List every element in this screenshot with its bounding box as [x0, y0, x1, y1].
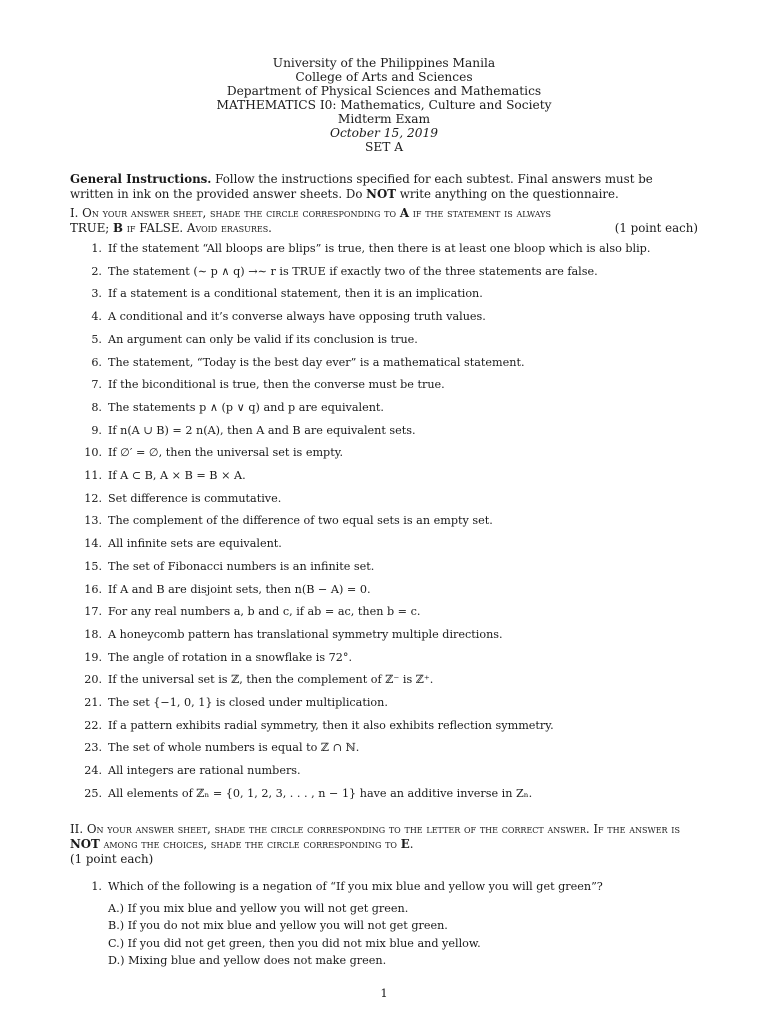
- list-item: 16. If A and B are disjoint sets, then n(B − A) = 0.: [84, 582, 371, 596]
- section-2-heading: [70, 822, 698, 867]
- list-item: 5. An argument can only be valid if its conclusion is true.: [91, 332, 418, 346]
- choice-a: A.) If you mix blue and yellow you will not get green.: [108, 902, 409, 915]
- list-item: 22. If a pattern exhibits radial symmetry, then it also exhibits reflection symmetry.: [84, 718, 554, 732]
- list-item: 14. All infinite sets are equivalent.: [84, 537, 282, 551]
- list-item: 19. The angle of rotation in a snowflake is 72°.: [84, 650, 353, 664]
- list-item: 11. If A ⊂ B, A × B = B × A.: [84, 469, 246, 482]
- list-item: 13. The complement of the difference of two equal sets is an empty set.: [84, 514, 493, 528]
- list-item: 18. A honeycomb pattern has translational symmetry multiple directions.: [84, 627, 503, 641]
- exam-date: October 15, 2019: [329, 126, 439, 140]
- list-item: 21. The set {−1, 0, 1} is closed under multiplication.: [84, 696, 388, 709]
- college-name: College of Arts and Sciences: [295, 70, 473, 84]
- list-item: 12. Set difference is commutative.: [84, 491, 282, 505]
- section-2-text-b: among the choices, shade the circle corresponding to: [99, 837, 401, 851]
- section-2-points: (1 point each): [70, 852, 154, 866]
- section-1-answer-b: B: [113, 221, 124, 235]
- list-item: 1. If the statement “All bloops are blips” is true, then there is at least one bloop which is also blip.: [91, 242, 651, 255]
- section-2-not: NOT: [70, 837, 100, 851]
- list-item: 17. For any real numbers a, b and c, if ab = ac, then b = c.: [84, 605, 421, 619]
- instructions-label: General Instructions.: [70, 172, 212, 186]
- general-instructions: [70, 172, 698, 202]
- section-1-text-d: if FALSE. Avoid erasures.: [123, 221, 272, 235]
- page-number: 1: [380, 986, 388, 1000]
- section-2-text-a: II. On your answer sheet, shade the circle corresponding to the letter of the correct answer. If the answer is: [70, 822, 680, 836]
- section-1-points: (1 point each): [614, 221, 698, 235]
- choice-d: D.) Mixing blue and yellow does not make green.: [108, 954, 387, 968]
- exam-set: SET A: [364, 140, 404, 154]
- instructions-text-a: Follow the instructions specified for each subtest. Final answers must be written in ink on the provided answer sheets. Do: [70, 172, 653, 201]
- instructions-not: NOT: [366, 187, 397, 201]
- course-title: MATHEMATICS I0: Mathematics, Culture and Society: [216, 98, 552, 112]
- list-item: 2. The statement (∼ p ∧ q) →∼ r is TRUE if exactly two of the three statements are false.: [91, 264, 598, 278]
- section-1-heading: [70, 206, 698, 236]
- list-item: 23. The set of whole numbers is equal to ℤ ∩ ℕ.: [84, 741, 360, 755]
- question-1: 1. Which of the following is a negation of “If you mix blue and yellow you will get green”?: [91, 880, 603, 893]
- list-item: 4. A conditional and it’s converse always have opposing truth values.: [91, 310, 486, 324]
- list-item: 3. If a statement is a conditional statement, then it is an implication.: [91, 287, 483, 301]
- list-item: 7. If the biconditional is true, then the converse must be true.: [91, 378, 445, 392]
- list-item: 25. All elements of ℤₙ = {0, 1, 2, 3, . . . , n − 1} have an additive inverse in Zₙ.: [84, 786, 533, 800]
- section-1-text-a: I. On your answer sheet, shade the circle corresponding to: [70, 206, 400, 220]
- section-1-answer-a: A: [399, 206, 409, 220]
- list-item: 20. If the universal set is ℤ, then the complement of ℤ⁻ is ℤ⁺.: [84, 673, 434, 687]
- section-1-text-c: TRUE;: [70, 221, 114, 235]
- exam-title: Midterm Exam: [337, 112, 431, 126]
- section-1-text-b: if the statement is always: [408, 206, 551, 220]
- list-item: 6. The statement, “Today is the best day ever” is a mathematical statement.: [91, 355, 525, 369]
- instructions-text-b: write anything on the questionnaire.: [396, 187, 619, 201]
- exam-header: [0, 56, 768, 154]
- section-2-answer-e: E: [400, 837, 410, 851]
- list-item: 10. If ∅′ = ∅, then the universal set is empty.: [84, 446, 344, 460]
- list-item: 9. If n(A ∪ B) = 2 n(A), then A and B are equivalent sets.: [91, 423, 416, 437]
- department-name: Department of Physical Sciences and Mathematics: [226, 84, 542, 98]
- list-item: 8. The statements p ∧ (p ∨ q) and p are equivalent.: [91, 400, 384, 414]
- choice-b: B.) If you do not mix blue and yellow you will not get green.: [108, 919, 448, 933]
- list-item: 15. The set of Fibonacci numbers is an infinite set.: [84, 559, 375, 573]
- choice-c: C.) If you did not get green, then you did not mix blue and yellow.: [108, 936, 481, 950]
- university-name: University of the Philippines Manila: [272, 56, 496, 70]
- section-2-text-c: .: [409, 837, 414, 851]
- list-item: 24. All integers are rational numbers.: [84, 764, 301, 778]
